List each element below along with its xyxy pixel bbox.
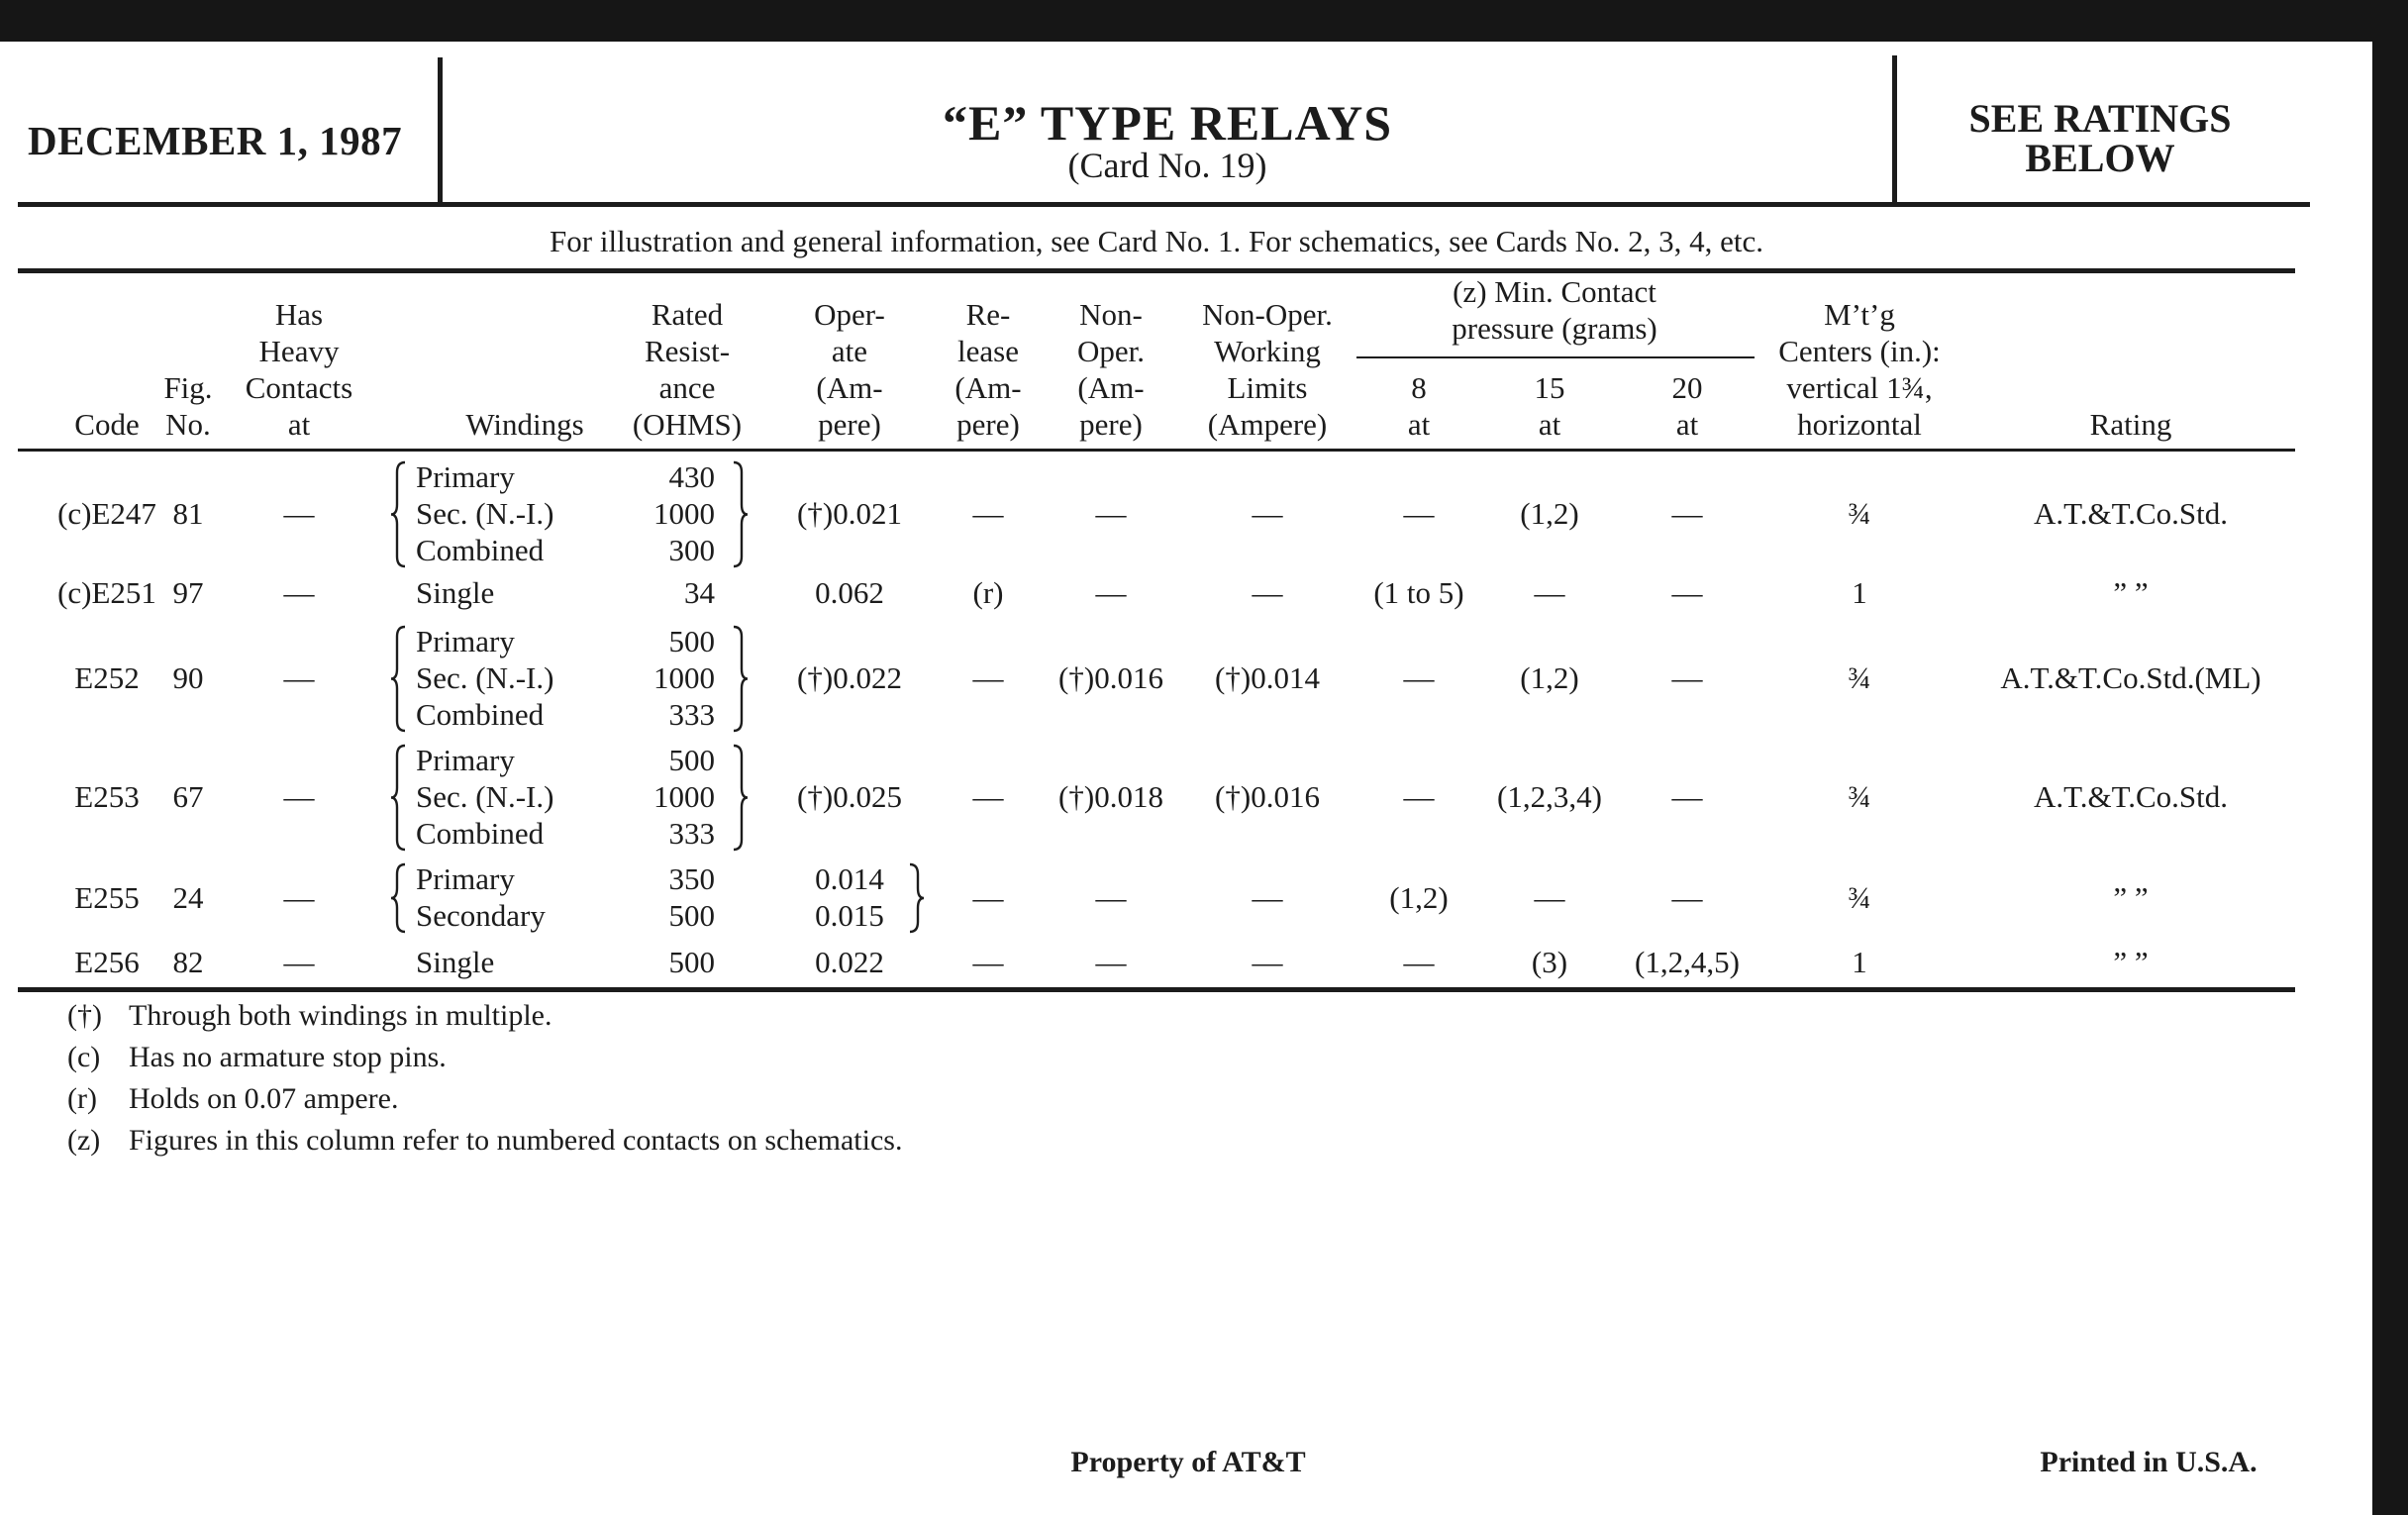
cell-release: — xyxy=(972,879,1004,915)
cell-resistance: 430 xyxy=(668,459,715,494)
column-header-rating xyxy=(1923,406,2339,443)
column-header-line: 20 xyxy=(1671,370,1703,405)
left-brace xyxy=(389,862,411,934)
info-rule xyxy=(18,268,2295,273)
cell-winding: Sec. (N.-I.) xyxy=(416,496,554,531)
column-header-line: ance xyxy=(658,370,716,405)
cell-rating: ” ” xyxy=(2113,575,2149,610)
column-header-line: pressure (grams) xyxy=(1452,311,1657,346)
cell-code: (c)E247 xyxy=(57,496,156,531)
cell-fig: 90 xyxy=(172,660,204,695)
cell-operate: (†)0.021 xyxy=(797,496,902,531)
cell-mounting: ¾ xyxy=(1848,496,1871,531)
cell-nonoper: (†)0.018 xyxy=(1058,779,1163,814)
cell-p8: (1 to 5) xyxy=(1373,575,1464,610)
column-header-line: Oper. xyxy=(1076,334,1145,368)
cell-working: (†)0.014 xyxy=(1215,660,1320,695)
footnote: (c) Has no armature stop pins. xyxy=(67,1041,447,1073)
ratings-note-line-2: BELOW xyxy=(2025,136,2175,180)
cell-working: — xyxy=(1252,496,1283,531)
cell-release: — xyxy=(972,660,1004,695)
column-header-line: Rated xyxy=(651,297,724,332)
left-brace xyxy=(389,460,411,568)
cell-code: E253 xyxy=(74,779,140,814)
cell-winding: Secondary xyxy=(416,898,546,933)
cell-rating: ” ” xyxy=(2113,945,2149,979)
footnote: (r) Holds on 0.07 ampere. xyxy=(67,1082,399,1115)
cell-fig: 24 xyxy=(172,879,204,915)
cell-mounting: ¾ xyxy=(1848,879,1871,915)
column-header-line: Contacts xyxy=(245,370,353,405)
column-header-heavy xyxy=(200,296,398,443)
cell-p15: (1,2,3,4) xyxy=(1497,779,1602,814)
cell-resistance: 333 xyxy=(668,697,715,732)
info-line: For illustration and general information, see Card No. 1. For schematics, see Cards No. 2, 3, 4, etc. xyxy=(550,224,1763,258)
cell-mounting: ¾ xyxy=(1848,660,1871,695)
cell-operate: 0.022 xyxy=(815,945,884,979)
cell-fig: 67 xyxy=(172,779,204,814)
column-header-line: No. xyxy=(165,407,211,442)
column-header-line: Non-Oper. xyxy=(1202,297,1333,332)
cell-code: E252 xyxy=(74,660,140,695)
cell-resistance: 500 xyxy=(668,945,715,979)
cell-resistance: 333 xyxy=(668,816,715,851)
header-rule xyxy=(18,202,2310,207)
cell-p15: — xyxy=(1534,575,1565,610)
column-header-line: horizontal xyxy=(1797,407,1922,442)
cell-fig: 82 xyxy=(172,945,204,979)
cell-nonoper: — xyxy=(1095,945,1127,979)
cell-working: — xyxy=(1252,575,1283,610)
column-header-line: Resist- xyxy=(644,334,731,368)
cell-nonoper: — xyxy=(1095,575,1127,610)
cell-resistance: 500 xyxy=(668,898,715,933)
right-brace xyxy=(730,625,752,733)
footnote: (†) Through both windings in multiple. xyxy=(67,999,552,1032)
cell-winding: Single xyxy=(416,575,495,610)
right-brace xyxy=(730,744,752,852)
column-header-line: Windings xyxy=(465,407,584,442)
cell-code: E256 xyxy=(74,945,140,979)
cell-operate: 0.062 xyxy=(815,575,884,610)
cell-winding: Combined xyxy=(416,697,545,732)
column-header-line: Rating xyxy=(2089,407,2172,442)
cell-resistance: 34 xyxy=(684,575,715,610)
column-header-line: (OHMS) xyxy=(632,407,743,442)
cell-nonoper: — xyxy=(1095,496,1127,531)
column-header-line: (z) Min. Contact xyxy=(1453,274,1656,309)
card-title: “E” TYPE RELAYS xyxy=(942,95,1393,151)
cell-heavy: — xyxy=(283,779,315,814)
cell-working: (†)0.016 xyxy=(1215,779,1320,814)
column-header-line: Has xyxy=(274,297,324,332)
column-header-line: vertical 1¾, xyxy=(1786,370,1933,405)
cell-winding: Primary xyxy=(416,459,515,494)
column-header-line: Limits xyxy=(1227,370,1308,405)
cell-heavy: — xyxy=(283,879,315,915)
cell-p20: — xyxy=(1671,496,1703,531)
column-header-line: Re- xyxy=(965,297,1011,332)
cell-resistance: 500 xyxy=(668,743,715,777)
cell-p8: — xyxy=(1403,496,1435,531)
cell-fig: 81 xyxy=(172,496,204,531)
scan-top-border xyxy=(0,0,2408,42)
cell-p15: (1,2) xyxy=(1520,660,1579,695)
column-header-line: Fig. xyxy=(163,370,213,405)
cell-winding: Sec. (N.-I.) xyxy=(416,660,554,695)
cell-p20: — xyxy=(1671,660,1703,695)
cell-p20: — xyxy=(1671,575,1703,610)
column-header-line: 15 xyxy=(1534,370,1565,405)
column-header-line: (Am- xyxy=(954,370,1022,405)
cell-winding: Primary xyxy=(416,861,515,896)
column-header-line: lease xyxy=(957,334,1019,368)
cell-winding: Combined xyxy=(416,816,545,851)
cell-p8: — xyxy=(1403,660,1435,695)
cell-mounting: ¾ xyxy=(1848,779,1871,814)
cell-p8: — xyxy=(1403,779,1435,814)
cell-operate: 0.015 xyxy=(815,898,884,933)
cell-release: — xyxy=(972,779,1004,814)
column-header-line: at xyxy=(1538,407,1561,442)
cell-resistance: 350 xyxy=(668,861,715,896)
cell-mounting: 1 xyxy=(1852,945,1867,979)
cell-rating: A.T.&T.Co.Std. xyxy=(2033,496,2229,531)
right-brace xyxy=(730,460,752,568)
cell-working: — xyxy=(1252,879,1283,915)
cell-nonoper: (†)0.016 xyxy=(1058,660,1163,695)
ratings-note-line-1: SEE RATINGS xyxy=(1968,96,2232,141)
cell-winding: Primary xyxy=(416,743,515,777)
cell-rating: ” ” xyxy=(2113,879,2149,915)
table-bottom-rule xyxy=(18,987,2295,992)
column-header-line: pere) xyxy=(1079,407,1143,442)
cell-p15: (3) xyxy=(1531,945,1568,979)
column-header-line: Working xyxy=(1214,334,1321,368)
column-header-line: pere) xyxy=(956,407,1020,442)
footer-property: Property of AT&T xyxy=(1070,1446,1306,1478)
cell-resistance: 300 xyxy=(668,533,715,567)
cell-winding: Combined xyxy=(416,533,545,567)
cell-p20: — xyxy=(1671,879,1703,915)
cell-winding: Sec. (N.-I.) xyxy=(416,779,554,814)
column-header-rule xyxy=(18,449,2295,452)
cell-heavy: — xyxy=(283,496,315,531)
cell-winding: Primary xyxy=(416,624,515,658)
cell-nonoper: — xyxy=(1095,879,1127,915)
column-header-line: at xyxy=(1675,407,1699,442)
cell-operate: (†)0.022 xyxy=(797,660,902,695)
column-header-line: (Am- xyxy=(1077,370,1145,405)
column-header-line: ate xyxy=(831,334,868,368)
cell-release: — xyxy=(972,496,1004,531)
column-header-line: Oper- xyxy=(814,297,885,332)
left-brace xyxy=(389,744,411,852)
cell-heavy: — xyxy=(283,945,315,979)
column-header-pressure-group xyxy=(1347,273,1762,347)
column-header-line: 8 xyxy=(1411,370,1427,405)
column-header-line: Heavy xyxy=(258,334,340,368)
cell-fig: 97 xyxy=(172,575,204,610)
cell-release: (r) xyxy=(972,575,1004,610)
cell-release: — xyxy=(972,945,1004,979)
column-header-line: at xyxy=(287,407,311,442)
cell-heavy: — xyxy=(283,660,315,695)
left-brace xyxy=(389,625,411,733)
cell-p15: — xyxy=(1534,879,1565,915)
column-header-line: (Am- xyxy=(816,370,883,405)
footnote: (z) Figures in this column refer to numbered contacts on schematics. xyxy=(67,1124,903,1157)
footnotes xyxy=(67,995,902,1162)
column-header-line: at xyxy=(1407,407,1431,442)
pressure-group-rule xyxy=(1356,356,1755,358)
column-header-line: (Ampere) xyxy=(1207,407,1328,442)
cell-heavy: — xyxy=(283,575,315,610)
cell-resistance: 500 xyxy=(668,624,715,658)
cell-operate: 0.014 xyxy=(815,861,884,896)
card-number: (Card No. 19) xyxy=(1067,146,1267,185)
cell-rating: A.T.&T.Co.Std. xyxy=(2033,779,2229,814)
cell-rating: A.T.&T.Co.Std.(ML) xyxy=(2000,660,2261,695)
cell-code: (c)E251 xyxy=(57,575,156,610)
card-date: DECEMBER 1, 1987 xyxy=(28,118,403,163)
cell-resistance: 1000 xyxy=(653,496,715,531)
column-header-line: M’t’g xyxy=(1824,297,1895,332)
cell-p15: (1,2) xyxy=(1520,496,1579,531)
cell-resistance: 1000 xyxy=(653,779,715,814)
ratings-note xyxy=(1899,96,2301,180)
cell-winding: Single xyxy=(416,945,495,979)
column-header-line: Non- xyxy=(1079,297,1143,332)
column-header-line: Code xyxy=(74,407,140,442)
footer-printed: Printed in U.S.A. xyxy=(2040,1446,2258,1478)
cell-working: — xyxy=(1252,945,1283,979)
cell-p20: — xyxy=(1671,779,1703,814)
cell-code: E255 xyxy=(74,879,140,915)
cell-p20: (1,2,4,5) xyxy=(1635,945,1740,979)
scan-right-border xyxy=(2372,0,2408,1515)
cell-p8: — xyxy=(1403,945,1435,979)
cell-operate: (†)0.025 xyxy=(797,779,902,814)
cell-mounting: 1 xyxy=(1852,575,1867,610)
cell-resistance: 1000 xyxy=(653,660,715,695)
column-header-line: pere) xyxy=(818,407,881,442)
column-header-line: Centers (in.): xyxy=(1778,334,1941,368)
cell-p8: (1,2) xyxy=(1389,879,1449,915)
